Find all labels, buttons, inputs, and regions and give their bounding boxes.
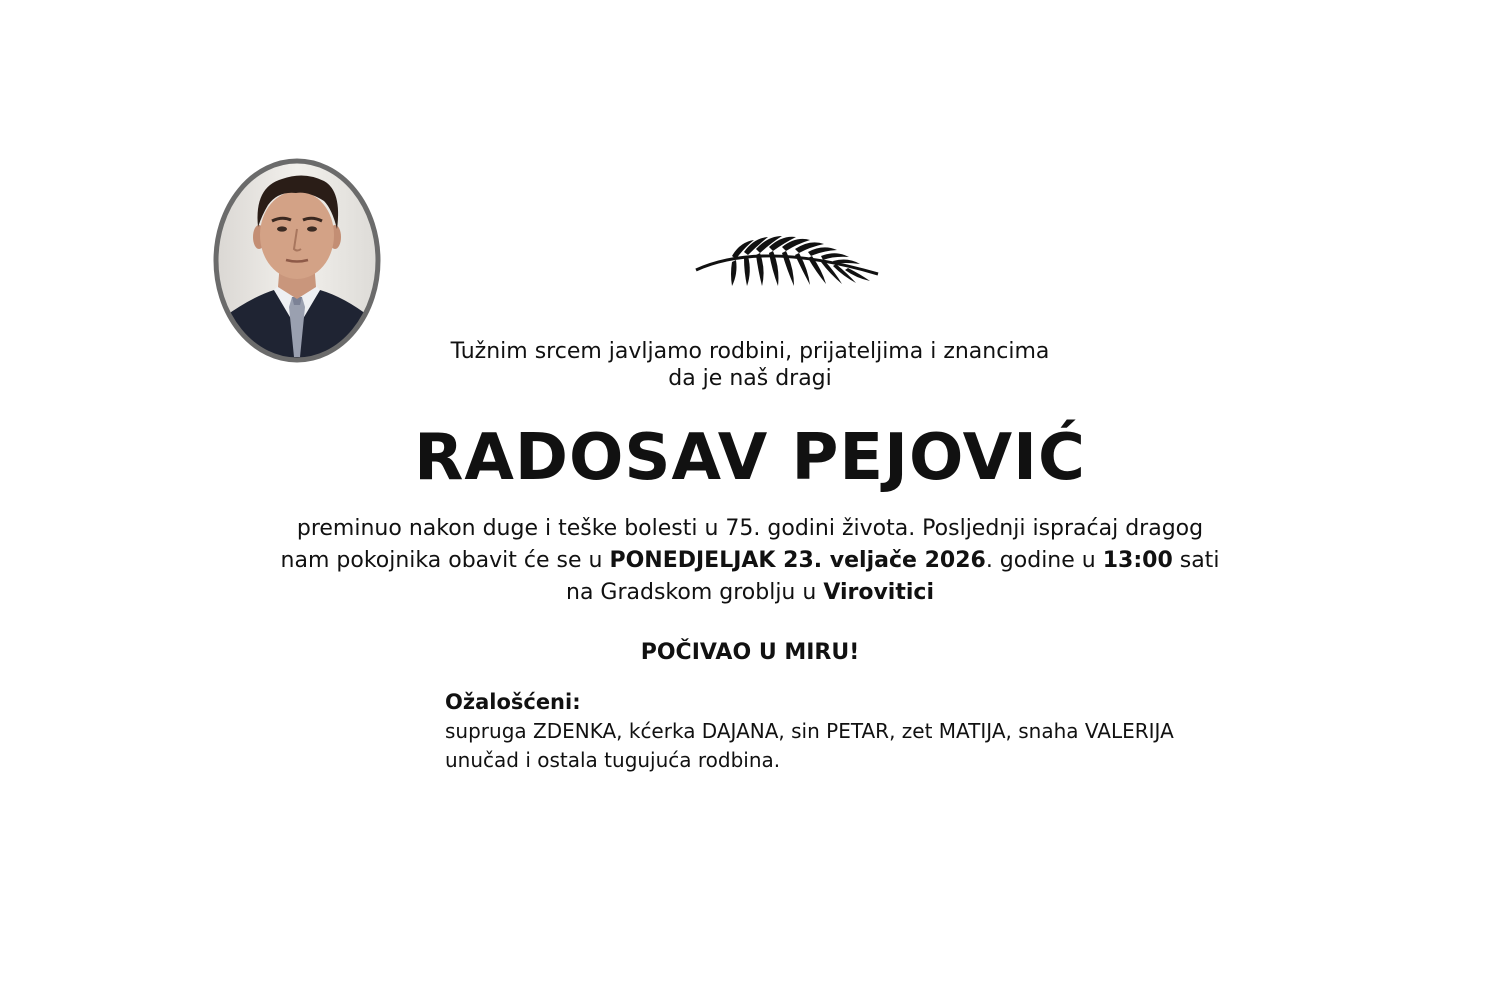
intro-line-2: da je naš dragi — [668, 366, 832, 391]
farewell-text: POČIVAO U MIRU! — [640, 640, 860, 665]
mourners-heading: Ožalošćeni: — [445, 690, 581, 714]
palm-branch-icon — [692, 232, 884, 288]
details-line-1: preminuo nakon duge i teške bolesti u 75. godini života. Posljednji ispraćaj dragog — [296, 516, 1204, 541]
funeral-time: 13:00 — [1102, 548, 1173, 573]
details-line-2-start: nam pokojnika obavit će se u — [280, 548, 610, 573]
portrait-photo — [212, 157, 382, 364]
mourners-line-1: supruga ZDENKA, kćerka DAJANA, sin PETAR, zet MATIJA, snaha VALERIJA — [445, 719, 1174, 743]
funeral-details — [150, 513, 1350, 609]
details-line-2-middle: . godine u — [985, 548, 1103, 573]
details-line-2 — [150, 545, 1350, 577]
deceased-name: RADOSAV PEJOVIĆ — [414, 421, 1086, 495]
funeral-date: PONEDJELJAK 23. veljače 2026 — [609, 548, 986, 573]
details-line-3-start: na Gradskom groblju u — [566, 580, 824, 605]
details-line-3 — [150, 577, 1350, 609]
details-line-2-end: sati — [1172, 548, 1220, 573]
mourners-section — [445, 688, 1405, 775]
funeral-place: Virovitici — [823, 580, 934, 605]
intro-text — [300, 338, 1200, 392]
mourners-line-2: unučad i ostala tugujuća rodbina. — [445, 748, 781, 772]
intro-line-1: Tužnim srcem javljamo rodbini, prijateljima i znancima — [450, 339, 1050, 364]
